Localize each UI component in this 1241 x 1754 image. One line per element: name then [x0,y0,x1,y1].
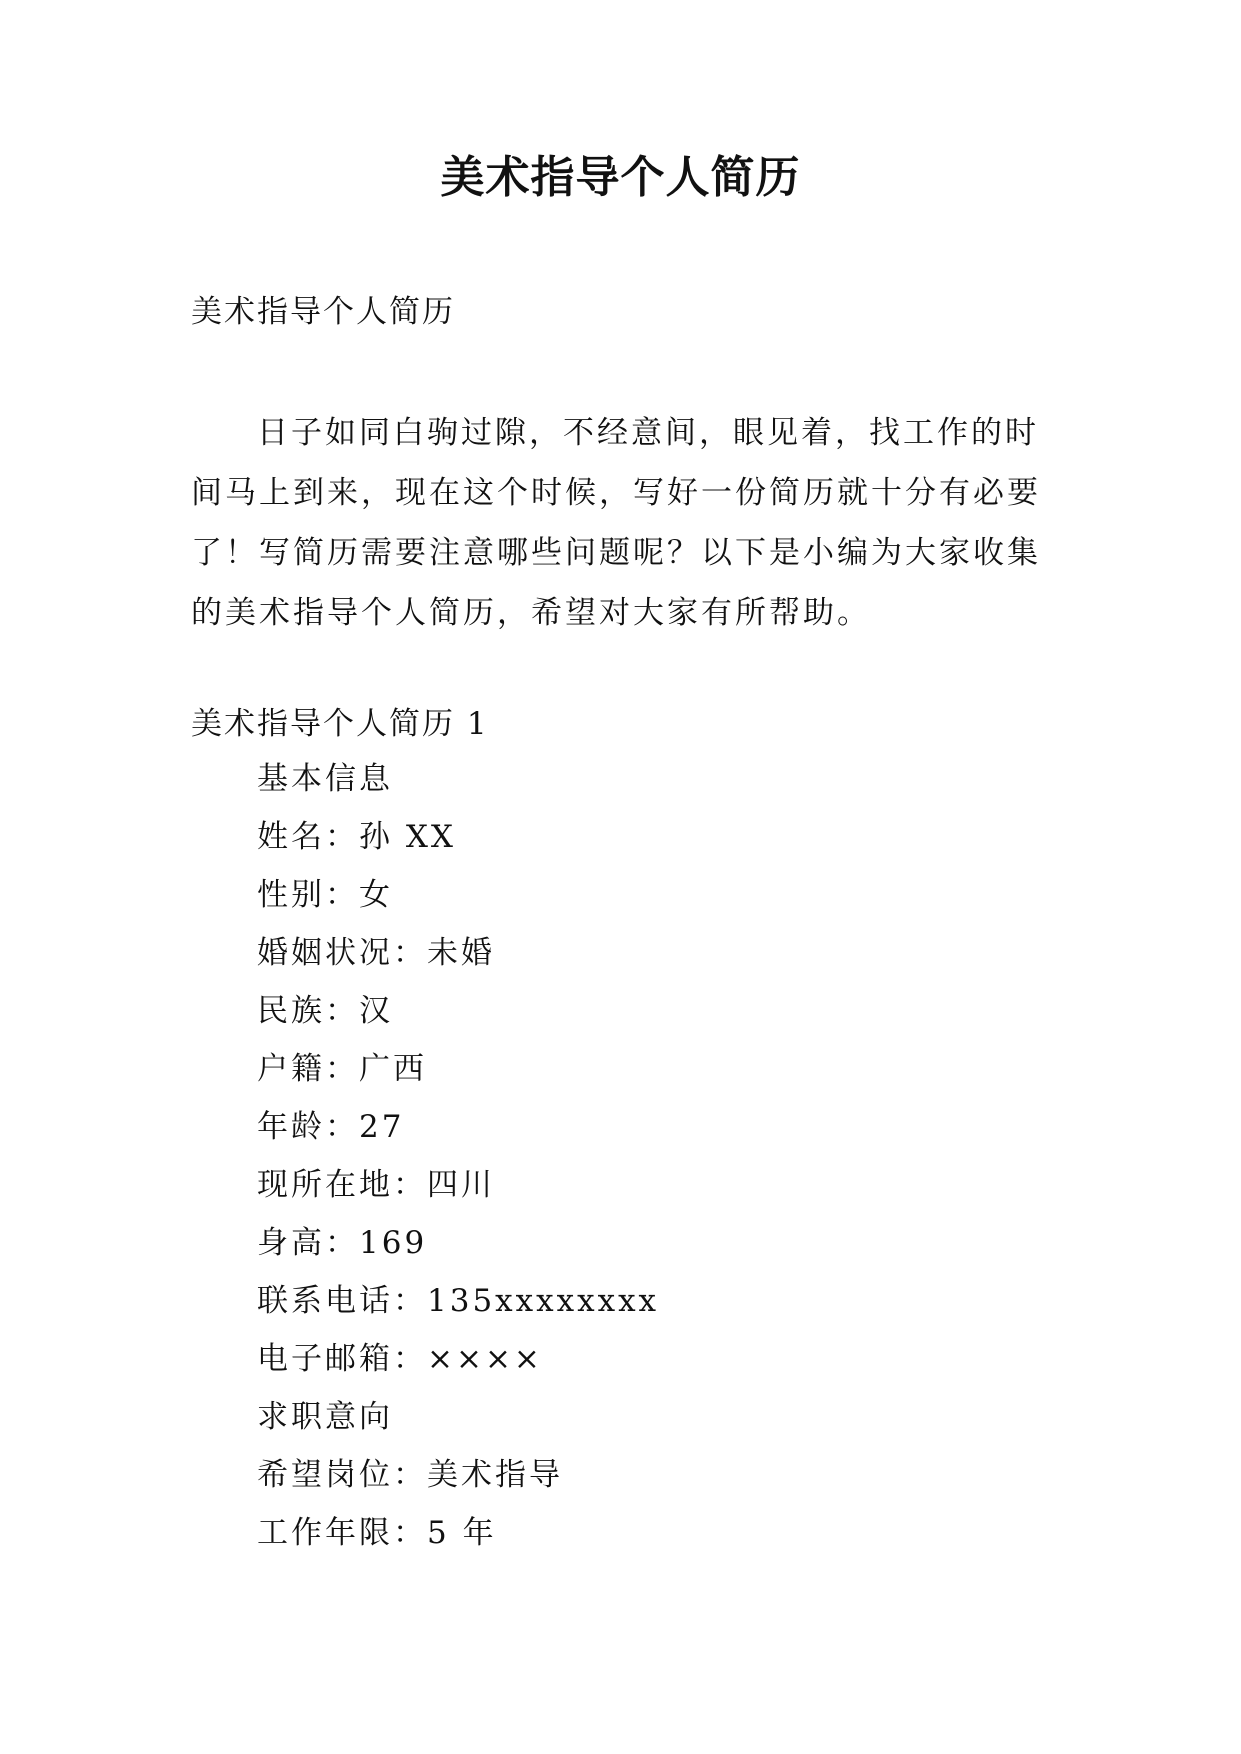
info-line-household-registration: 户籍：广西 [257,1051,427,1087]
info-line-current-location: 现所在地：四川 [257,1167,495,1203]
resume-info-list [257,757,659,1569]
info-line-email: 电子邮箱：×××× [257,1341,543,1377]
info-line-years-of-experience: 工作年限：5 年 [257,1515,497,1551]
info-line-job-intention-heading: 求职意向 [257,1399,393,1435]
info-line-gender: 性别：女 [257,877,393,913]
intro-paragraph: 日子如同白驹过隙，不经意间，眼见着，找工作的时间马上到来，现在这个时候，写好一份简历就十分有必要了！写简历需要注意哪些问题呢？以下是小编为大家收集的美术指导个人简历，希望对大家有所帮助。 [191,415,1041,631]
info-line-marital-status: 婚姻状况：未婚 [257,935,495,971]
document-title: 美术指导个人简历 [440,152,801,203]
info-line-name: 姓名：孙 XX [257,819,456,855]
section-heading: 美术指导个人简历 1 [191,706,489,742]
info-line-age: 年龄：27 [257,1109,405,1145]
document-subtitle: 美术指导个人简历 [191,294,455,330]
info-line-basic-info-heading: 基本信息 [257,761,393,797]
info-line-height: 身高：169 [257,1225,428,1261]
info-line-phone: 联系电话：135xxxxxxxx [257,1283,660,1319]
info-line-desired-position: 希望岗位：美术指导 [257,1457,563,1493]
info-line-ethnicity: 民族：汉 [257,993,393,1029]
